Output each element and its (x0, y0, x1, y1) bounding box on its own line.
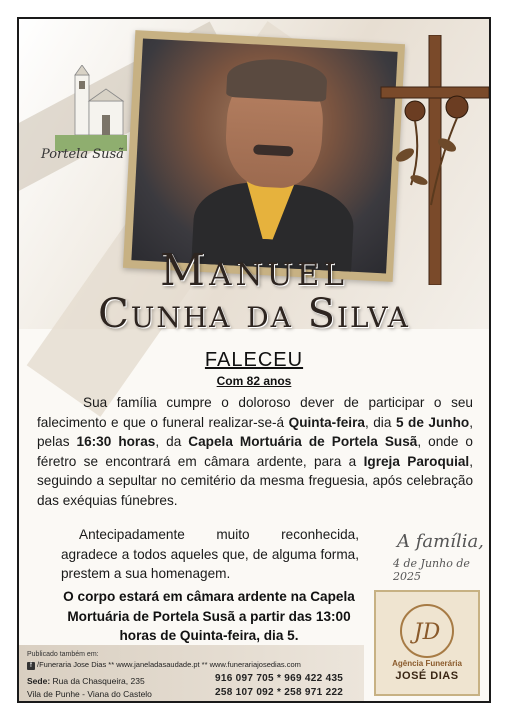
agency-subtitle: Agência Funerária (392, 659, 462, 668)
sede-address: Rua da Chasqueira, 235 (52, 676, 145, 686)
emphasis-text: Quinta-feira (288, 414, 365, 430)
emphasis-text: Capela Mortuária de Portela Susã (188, 434, 418, 449)
emphasis-text: Igreja Paroquial (363, 453, 470, 469)
body-text: , da (155, 434, 189, 449)
deceased-first-name: Manuel (160, 245, 348, 296)
funeral-details-paragraph (37, 393, 473, 510)
sede-label: Sede: (27, 676, 51, 686)
viewing-paragraph: O corpo estará em câmara ardente na Capela Mortuária de Portela Susã a partir das 13:00 horas de Quinta-feira, dia 5. (63, 589, 355, 643)
emphasis-text: 16:30 horas (76, 434, 156, 449)
signature-date: 4 de Junho de 2025 (393, 557, 470, 583)
agency-links[interactable] (27, 660, 301, 670)
age-label: Com 82 anos (216, 374, 292, 388)
facebook-icon: f (27, 662, 35, 670)
church-icon (55, 65, 127, 151)
body-text: , onde o féretro se encontrará em câmara ardente, para a (37, 434, 473, 469)
notice-heading: FALECEU (204, 349, 304, 371)
agency-logo (371, 587, 483, 699)
family-signature: A família, (397, 531, 484, 552)
agency-phones-1: 916 097 705 * 969 422 435 (215, 673, 344, 684)
published-label: Publicado também em: (27, 651, 99, 658)
body-text: Sua família cumpre o doloroso dever de participar o seu falecimento e que o funeral realizar-se-á (37, 395, 473, 430)
body-text: , dia (364, 414, 396, 430)
body-text: , pelas (37, 414, 473, 449)
portrait-hair (226, 57, 328, 102)
deceased-surname: Cunha da Silva (98, 291, 410, 337)
agency-links-text[interactable]: /Funeraria Jose Dias ** www.janeladasaudade.pt ** www.funerariajosedias.com (37, 660, 301, 669)
agency-name: JOSÉ DIAS (395, 670, 459, 682)
emphasis-text: 5 de Junho (395, 414, 470, 430)
portrait-photo (131, 38, 397, 273)
portrait-mustache (253, 144, 293, 156)
thanks-paragraph: Antecipadamente muito reconhecida, agradece a todos aqueles que, de alguma forma, prestem a sua homenagem. (61, 527, 359, 581)
body-text: , seguindo a sepultar no cemitério da mesma freguesia, após celebração das exéquias fúnebres. (37, 453, 473, 508)
agency-city: Vila de Punhe - Viana do Castelo (27, 689, 152, 699)
location-caption: Portela Susã (41, 147, 124, 162)
obituary-notice (17, 17, 491, 703)
logo-monogram: JD (413, 620, 441, 645)
agency-address (27, 676, 145, 686)
agency-phones-2: 258 107 092 * 258 971 222 (215, 687, 344, 698)
